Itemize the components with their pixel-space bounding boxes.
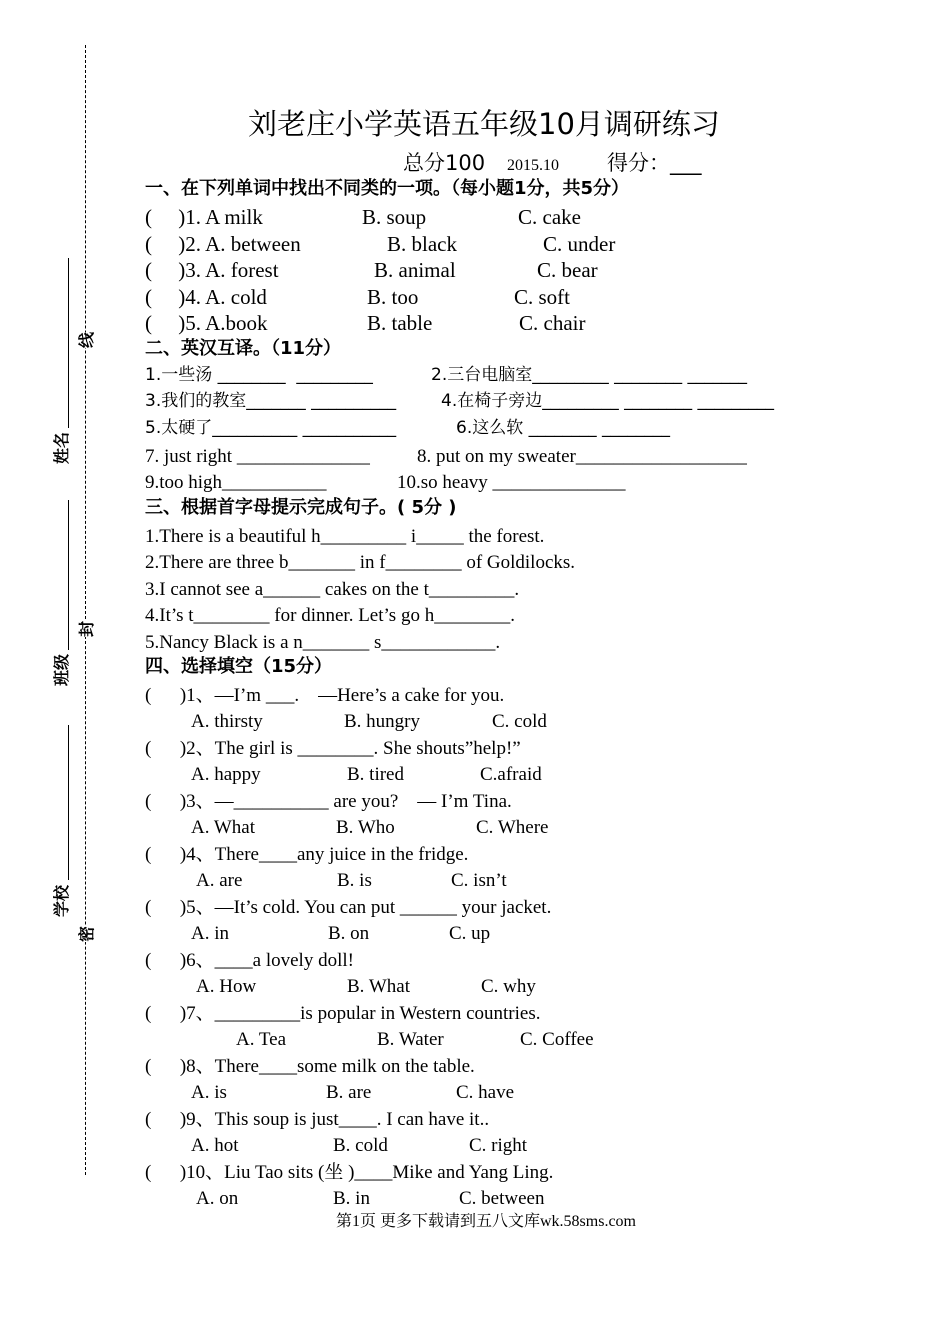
school-label: 学校: [52, 884, 72, 918]
page-footer: 第1页 更多下载请到五八文库wk.58sms.com: [336, 1213, 637, 1230]
part4-q5-c: C. up: [449, 923, 491, 944]
part1-q2: ( )2. A. between: [145, 232, 301, 256]
part4-q3-c: C. Where: [476, 817, 549, 838]
part1-q5-c: C. chair: [519, 311, 586, 335]
part2-item-4: 4.在椅子旁边_________ ________ _________: [441, 391, 775, 411]
part4-q5: ( )5、—It’s cold. You can put ______ your jacket.: [145, 897, 552, 918]
part4-q4: ( )4、There____any juice in the fridge.: [145, 844, 469, 865]
part1-q4: ( )4. A. cold: [145, 285, 267, 309]
part4-q10: ( )10、Liu Tao sits (坐 )____Mike and Yang Ling.: [145, 1162, 554, 1183]
section-2-heading: 二、英汉互译。（11分）: [145, 338, 342, 359]
part4-q1-b: B. hungry: [344, 711, 420, 732]
part4-q7: ( )7、_________is popular in Western countries.: [145, 1003, 541, 1024]
part4-q9-c: C. right: [469, 1135, 528, 1156]
part4-q5-b: B. on: [328, 923, 370, 944]
part4-q3: ( )3、—__________ are you? — I’m Tina.: [145, 791, 512, 812]
part4-q1-a: A. thirsty: [191, 711, 263, 732]
part1-q5-b: B. table: [367, 311, 433, 335]
part4-q7-a: A. Tea: [236, 1029, 287, 1050]
part4-q7-b: B. Water: [377, 1029, 444, 1050]
part2-item-2: 2.三台电脑室_________ ________ _______: [431, 365, 748, 385]
part2-item-5: 5.太硬了__________ ___________: [145, 418, 397, 438]
part1-q3-b: B. animal: [374, 258, 456, 282]
part4-q9-a: A. hot: [191, 1135, 239, 1156]
class-label: 班级: [52, 653, 72, 687]
page-title: 刘老庄小学英语五年级10月调研练习: [248, 107, 720, 141]
part4-q6-c: C. why: [481, 976, 536, 997]
part4-q9: ( )9、This soup is just____. I can have it..: [145, 1109, 490, 1130]
part4-q2: ( )2、The girl is ________. She shouts”help!”: [145, 738, 521, 759]
school-underline: [68, 725, 69, 880]
part4-q4-b: B. is: [337, 870, 372, 891]
part2-item-3: 3.我们的教室_______ __________: [145, 391, 397, 411]
name-underline: [68, 258, 69, 428]
part1-q2-c: C. under: [543, 232, 616, 256]
part1-q1: ( )1. A milk: [145, 205, 263, 229]
part4-q4-c: C. isn’t: [451, 870, 507, 891]
part4-q4-a: A. are: [196, 870, 243, 891]
part4-q8: ( )8、There____some milk on the table.: [145, 1056, 475, 1077]
margin-feng: 封: [77, 620, 97, 638]
part4-q10-a: A. on: [196, 1188, 239, 1209]
part4-q8-b: B. are: [326, 1082, 372, 1103]
part3-sentence-2: 2.There are three b_______ in f________ of Goldilocks.: [145, 552, 576, 573]
part1-q3: ( )3. A. forest: [145, 258, 279, 282]
exam-date: 2015.10: [507, 157, 559, 174]
part4-q2-b: B. tired: [347, 764, 404, 785]
margin-xian: 线: [77, 331, 97, 349]
part4-q6-b: B. What: [347, 976, 410, 997]
part4-q6: ( )6、____a lovely doll!: [145, 950, 354, 971]
total-score: 总分100: [403, 151, 486, 175]
part2-item-10: 10.so heavy ______________: [397, 472, 626, 493]
part4-q1: ( )1、—I’m ___. —Here’s a cake for you.: [145, 685, 505, 706]
part4-q3-a: A. What: [191, 817, 256, 838]
part1-q4-c: C. soft: [514, 285, 571, 309]
part4-q2-c: C.afraid: [480, 764, 542, 785]
part3-sentence-5: 5.Nancy Black is a n_______ s____________.: [145, 632, 501, 653]
part2-item-9: 9.too high___________: [145, 472, 327, 493]
name-label: 姓名: [52, 431, 72, 465]
section-3-heading: 三、根据首字母提示完成句子。( 5分 ): [145, 497, 457, 518]
part1-q1-c: C. cake: [518, 205, 581, 229]
part4-q7-c: C. Coffee: [520, 1029, 594, 1050]
part4-q5-a: A. in: [191, 923, 229, 944]
part1-q2-b: B. black: [387, 232, 457, 256]
section-4-heading: 四、选择填空（15分）: [145, 656, 333, 677]
section-1-heading: 一、在下列单词中找出不同类的一项。（每小题1分，共5分）: [145, 178, 630, 199]
part4-q1-c: C. cold: [492, 711, 547, 732]
part4-q2-a: A. happy: [191, 764, 261, 785]
part4-q6-a: A. How: [196, 976, 257, 997]
part2-item-7: 7. just right ______________: [145, 446, 370, 467]
part1-q5: ( )5. A.book: [145, 311, 268, 335]
part2-item-6: 6.这么软 ________ ________: [456, 418, 671, 438]
part2-item-8: 8. put on my sweater__________________: [417, 446, 747, 467]
class-underline: [68, 500, 69, 650]
part3-sentence-1: 1.There is a beautiful h_________ i_____ the forest.: [145, 526, 545, 547]
part3-sentence-3: 3.I cannot see a______ cakes on the t_________.: [145, 579, 520, 600]
margin-mi: 密: [77, 925, 97, 943]
part4-q9-b: B. cold: [333, 1135, 388, 1156]
score-field: 得分：___: [607, 151, 702, 175]
part4-q8-c: C. have: [456, 1082, 515, 1103]
part1-q1-b: B. soup: [362, 205, 427, 229]
part3-sentence-4: 4.It’s t________ for dinner. Let’s go h________.: [145, 605, 515, 626]
part4-q8-a: A. is: [191, 1082, 227, 1103]
part4-q10-c: C. between: [459, 1188, 545, 1209]
part4-q3-b: B. Who: [336, 817, 395, 838]
part1-q3-c: C. bear: [537, 258, 598, 282]
part1-q4-b: B. too: [367, 285, 419, 309]
binding-dashed-line: [85, 45, 86, 1175]
part2-item-1: 1.一些汤 ________ _________: [145, 365, 373, 385]
part4-q10-b: B. in: [333, 1188, 370, 1209]
